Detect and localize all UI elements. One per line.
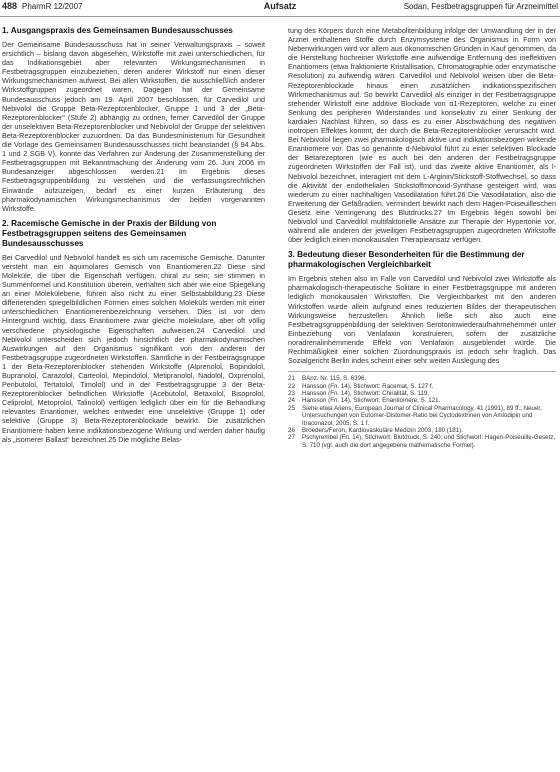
footnote bbox=[288, 397, 556, 404]
section-heading-2: 2. Racemische Gemische in der Praxis der Bildung von Festbetragsgruppen seitens des Gemeinsamen Bundesausschusses bbox=[2, 218, 217, 248]
page-number: 488 bbox=[2, 1, 18, 11]
footnote bbox=[288, 390, 556, 397]
footnote-number: 24 bbox=[288, 397, 295, 405]
right-column bbox=[288, 26, 556, 449]
footnote-text: Hansson (Fn. 14), Stichwort: Chiralität, S. 119. bbox=[302, 390, 430, 397]
section-heading-1: 1. Ausgangspraxis des Gemeinsamen Bundesausschusses bbox=[2, 26, 233, 35]
footnotes bbox=[288, 375, 556, 449]
section-heading-3: 3. Bedeutung dieser Besonderheiten für die Bestimmung der pharmakologischen Vergleichbarkeit bbox=[288, 250, 525, 270]
footnote-number: 21 bbox=[288, 375, 295, 383]
footnote-text: Pschyrembel (Fn. 14), Stichwort: Blutdruck, S. 240; und Stichwort: Hagen-Poiseuille-Gesetz, S. 710 (vgl. auch die dort angegebene mathematische Formel). bbox=[302, 434, 556, 449]
running-title: Sodan, Festbetragsgruppen für Arzneimittel bbox=[403, 2, 558, 11]
footnote-number: 27 bbox=[288, 434, 295, 442]
left-column bbox=[2, 26, 265, 450]
page-header bbox=[0, 0, 560, 17]
footnote-number: 26 bbox=[288, 427, 295, 435]
footnote bbox=[288, 405, 556, 427]
footnote-text: Broeders/Feron, Kardiovaskuläre Medizin 2003, 180 (181). bbox=[302, 427, 463, 435]
footnote-text: Hansson (Fn. 14), Stichwort: Racemat, S. 127 f. bbox=[302, 382, 434, 390]
footnote-text: Siehe etwa Ariens, European Journal of Clinical Pharmacology, 41 (1991), 89 ff.; Neuer, Untersuchungen von Eutomer-Distomer-Ratio bei Cyclodextrinen von Amlodipin und Itraconazol, 2005, S. 1 f. bbox=[302, 404, 542, 427]
paragraph: tung des Körpers durch eine Metabolitenbildung infolge der Umwandlung der in der Arznei enthaltenen Stoffe durch Enzymsysteme des Organismus in Form von Nebenwirkungen wird vor allem aus ökonomischen Gründen in Kauf genommen, da die Herstellung hochreiner Wirkstoffe eine aufwendige Entfernung des ineffektiven Enantiomers (etwa fraktionierte Kristallisation, Chromatographie oder enzymatische Resolution) zu aufwendig wären. Carvedilol und Nebivolol weisen über die Beta-Rezeptorenblockade hinaus einen zusätzlichen indikationsspezifischen Wirkmechanismus auf. So bewirkt Carvedilol als einziger in der Festbetragsgruppe stehender Wirkstoff eine additive Blockade von α1-Rezeptoren, welche zu einer Senkung des peripheren Widerstandes und konsekutiv zu einer Senkung der kardialen Nachlast führen, so dass es zu einer Abschwächung des negativen inotropen Effektes kommt, der durch die Beta-Rezeptorenblocker verursacht wird. Bei Nebivolol liegen zwei pharmakologisch aktive und indikationsbezogen wirkende Enantiomere vor. Das so genannte d-Nebivolol führt zu einer selektiven Blockade der Betarezeptoren (wie es auch bei den anderen der Festbetragsgruppe zugeordneten Wirkstoffen der Fall ist), und das zweite aktive Enantiomer, als l-Nebivolol bezeichnet, interagiert mit dem L-Arginin/Stickstoff-Stoffwechsel, so dass die Aktivität der endothelialen Stickstoffmonoxid-Synthase gesteigert wird, was wiederum zu einer nachhaltigen Vasodilatation führt.26 Die Vasodilatation, also die Erweiterung der Gefäßradien, vermindert bewirkt nach dem Hagen-Poiseuilleschen Gesetz eine Verringerung des Blutdrucks.27 Im Ergebnis liegen sowohl bei Nebivolol und Carvedilol multifaktorielle Ansätze zur Therapie der Hypertonie vor, während alle anderen der jeweiligen Festbetragsgruppen zugeordneten Wirkstoffe über lediglich einen monokausalen Therapieansatz verfügen. bbox=[288, 26, 556, 245]
paragraph: Der Gemeinsame Bundesausschuss hat in seiner Verwaltungspraxis – soweit ersichtlich – bislang davon abgesehen, Wirkstoffe mit zwei unterschiedlichen, für das Indikationsgebiet aber relevanten Wirkungsmechanismen in Festbetragsgruppen einzubeziehen, deren anderer Wirkstoff nur einen dieser Wirkungsmechanismen aufweist. Bei allen Wirkstoffen, die ausschließlich anderer Wirkstoffgruppen zugeordnet waren, Dagegen hat der Gemeinsame Bundesausschuss jedoch am 19. April 2007 beschlossen, für Carvedilol und Nebivolol die Gruppe Beta-Rezeptorenblocker, Gruppe 1 und 3 der „Beta-Rezeptorenblocker“ (Stufe 2) abhängig zu ordnen, ferner Carvedilol der Gruppe der unselektiven Beta-Rezeptorenblocker und Nebivolol der Gruppe der selektiven Beta-Rezeptorenblocker zuzuordnen. Da das Bundesministerium für Gesundheit die Vorlage des Gemeinsamen Bundesausschusses nicht beanstandet (§ 94 Abs. 1 und 2 SGB V), konnte das Verfahren zur Änderung der Zusammenstellung der Festbetragsgruppen mit Bekanntmachung der Änderung vom 26. Juni 2006 im Bundesanzeiger abgeschlossen werden.21 Im Ergebnis dieses Festbetragsgruppenbildung zu verstehen und die verfassungsrechtlichen Einwände aufzuzeigen, bedarf es einer kurzen Erläuterung des pharmakodynamischen Wirkungsmechanismus der beiden vorgenannten Wirkstoffe. bbox=[2, 40, 265, 213]
section-label: Aufsatz bbox=[263, 1, 297, 11]
footnote-number: 23 bbox=[288, 390, 295, 397]
paragraph: Bei Carvedilol und Nebivolol handelt es sich um racemische Gemische. Darunter versteht man ein äquimolares Gemisch von Enantiomeren.22 Diese sind Moleküle, die über die Eigenschaft verfügen, chiral zu sein; sie stimmen in Summenformel und Konstitution überein, verhalten sich aber wie eine Spiegelung an einer Molekülebene, führen also nicht zu einer Selbstabbildung.23 Diese differierenden spiegelbildlichen Formen eines solchen Moleküls werden mit einer unterschiedlichen Enantiomerenbezeichnung versehen. Dies ist vor dem Hintergrund wichtig, dass Enantiomere zwar gleiche molekulare, aber oft völlig verschiedene physiologische Eigenschaften aufweisen.24 Carvedilol und Nebivolol unterscheiden sich jedoch hinsichtlich der pharmakodynamischen Auswirkungen auf den Organismus signifikant von den anderen der Festbetragsgruppe zugeordneten Wirkstoffen. Sämtliche in der Festbetragsgruppe 1 der Beta-Rezeptorenblocker stehenden Wirkstoffe (Alprenolol, Bopindolol, Bupranolol, Carazolol, Carteolol, Mepindolol, Metipranolol, Nadolol, Oxprenolol, Penbutolol, Tertatolol, Timolol) und in der Festbetragsgruppe 3 der Beta-Rezeptorenblocker befindlichen Wirkstoffe (Acebutolol, Betaxolol, Bisoprolol, Celiprolol, Metoprolol, Talinolol) verfügen lediglich über ein für die Behandlung relevantes Enantiomer, welches entweder eine unselektive (Gruppe 1) oder selektive (Gruppe 3) Beta-Rezeptorenblockade bewirkt. Die zusätzlichen Enantiomere haben keine indikationsbezogene Wirkung und werden daher häufig als „isomerer Ballast“ bezeichnet.25 Die mögliche Belas- bbox=[2, 252, 265, 444]
journal-name: PharmR 12/2007 bbox=[22, 2, 83, 11]
paragraph: Im Ergebnis stehen also im Falle von Carvedilol und Nebivolol zwei Wirkstoffe als pharmakologisch-therapeutische Solitäre in einer Festbetragsgruppe mit anderen lediglich monokausalen Wirkstoffen. Die Vergleichbarkeit mit den anderen Wirkstoffen wurde allein aufgrund eines reduzierten Bildes der therapeutischen Wirkungsweise herzustellen. Ähnlich ließe sich also auch eine Festbetragsgruppenbildung der selektiven Serotoninwiederaufnahmehemmer unter Einbeziehung von Venlafaxin konstruieren, sofern der zusätzliche noradrenalinhemmende Effekt von Venlafaxin ausgeblendet würde. Die Rechtmäßigkeit einer solchen Zuordnungspraxis ist jedoch sehr fraglich. Das Sozialgericht Berlin indes scheint einer sehr weiten Auslegung des bbox=[288, 274, 556, 366]
footnote-number: 25 bbox=[288, 404, 295, 412]
footnote-text: BAnz. Nr. 115, S. 6396. bbox=[302, 375, 367, 383]
footnote bbox=[288, 434, 556, 449]
footnote-divider bbox=[288, 371, 556, 372]
footnote-text: Hansson (Fn. 14), Stichwort: Enantiomere, S. 121. bbox=[302, 397, 441, 405]
footnote bbox=[288, 375, 556, 382]
footnote bbox=[288, 427, 556, 434]
footnote-number: 22 bbox=[288, 382, 295, 390]
footnote bbox=[288, 383, 556, 390]
